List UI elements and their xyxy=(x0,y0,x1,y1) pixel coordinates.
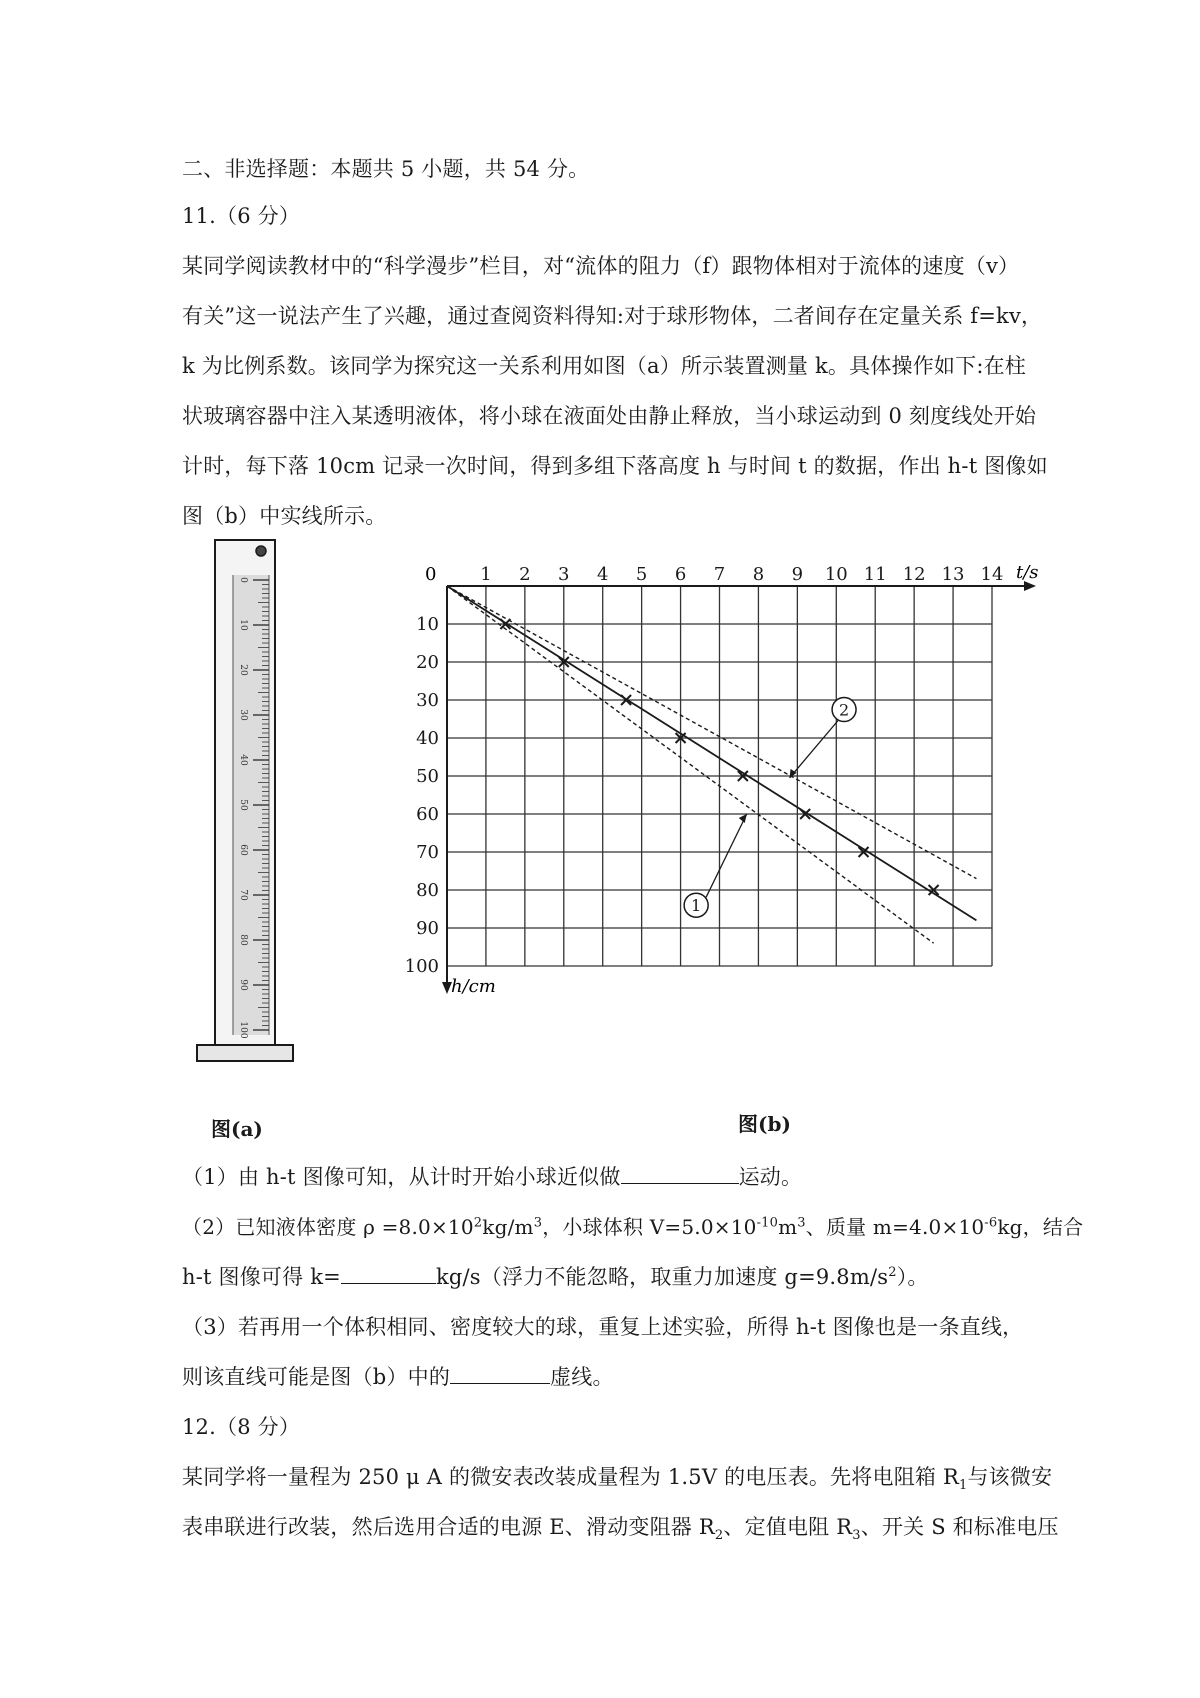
x-tick-label: 13 xyxy=(941,564,965,585)
y-tick-label: 70 xyxy=(416,842,439,863)
chart-axes xyxy=(442,581,1036,994)
x-tick-labels xyxy=(480,564,1003,585)
cylinder-scale-label: 30 xyxy=(238,709,248,721)
x-tick-label: 3 xyxy=(558,564,570,585)
q12-line1-sub-1: 1 xyxy=(959,1478,968,1494)
section-header: 二、非选择题：本题共 5 小题，共 54 分。 xyxy=(182,157,590,181)
q11-sub2-blank[interactable] xyxy=(341,1263,436,1284)
y-tick-label: 10 xyxy=(416,614,439,635)
chart-grid xyxy=(447,586,992,966)
q11-sub2-text-4: m xyxy=(778,1215,798,1239)
q11-sub2-line1 xyxy=(182,1213,1084,1241)
y-axis-label: h/cm xyxy=(451,976,496,997)
cylinder-scale-label: 50 xyxy=(238,799,248,811)
q11-sub2-line2 xyxy=(182,1263,1022,1291)
cylinder-scale-label: 10 xyxy=(238,619,248,631)
q11-sub2-line2-end: ）。 xyxy=(896,1265,929,1289)
q11-sub3-before: 则该直线可能是图（b）中的 xyxy=(182,1365,451,1389)
figure-a-caption: 图(a) xyxy=(211,1117,263,1141)
q12-line1-text-2: 与该微安 xyxy=(967,1465,1053,1489)
cylinder-scale-label: 60 xyxy=(238,844,248,856)
x-tick-label: 5 xyxy=(635,564,648,585)
y-tick-label: 30 xyxy=(416,690,439,711)
origin-label: 0 xyxy=(425,564,437,585)
q11-sub2-text-5: 、质量 m=4.0×10 xyxy=(805,1215,985,1239)
y-tick-label: 100 xyxy=(404,956,439,977)
q12-line1-text-1: 某同学将一量程为 250 μ A 的微安表改装成量程为 1.5V 的电压表。先将电阻箱 R xyxy=(182,1465,959,1489)
y-tick-label: 20 xyxy=(416,652,439,673)
chart-annotations xyxy=(684,698,856,918)
q11-sub2-line2-after: kg/s（浮力不能忽略，取重力加速度 g=9.8m/s xyxy=(435,1265,889,1289)
cylinder-scale-label: 0 xyxy=(238,577,248,583)
q11-number: 11.（6 分） xyxy=(182,204,301,228)
x-tick-label: 4 xyxy=(596,564,609,585)
x-tick-label: 1 xyxy=(480,564,492,585)
cylinder-scale-label: 80 xyxy=(238,934,248,946)
q11-sub1 xyxy=(182,1163,1022,1191)
q11-sub2-exp-5: -6 xyxy=(984,1215,998,1231)
q11-text-line-4: 状玻璃容器中注入某透明液体，将小球在液面处由静止释放，当小球运动到 0 刻度线处开始 xyxy=(182,404,1037,428)
arrow-1 xyxy=(706,814,747,897)
cylinder-scale-label: 40 xyxy=(238,754,248,766)
q11-sub3-after: 虚线。 xyxy=(550,1365,614,1389)
cylinder-scale-label: 20 xyxy=(238,664,248,676)
q11-sub1-after: 运动。 xyxy=(738,1165,803,1189)
figure-b-chart xyxy=(395,560,1070,1070)
line-label-1: 1 xyxy=(691,896,702,916)
x-tick-label: 14 xyxy=(980,564,1004,585)
q12-line-1 xyxy=(182,1463,1053,1494)
cylinder-base xyxy=(197,1045,293,1061)
q11-sub2-exp-4: 3 xyxy=(797,1215,806,1231)
q11-sub2-exp-3: -10 xyxy=(756,1215,779,1231)
q11-sub2-text-3: ，小球体积 V=5.0×10 xyxy=(542,1215,757,1239)
x-tick-label: 9 xyxy=(791,564,804,585)
q11-sub2-text-1: （2）已知液体密度 ρ =8.0×10 xyxy=(182,1215,474,1239)
x-tick-label: 8 xyxy=(752,564,765,585)
q12-line2-sub-2: 3 xyxy=(852,1528,861,1544)
q11-text-line-1: 某同学阅读教材中的“科学漫步”栏目，对“流体的阻力（f）跟物体相对于流体的速度（v） xyxy=(182,254,1020,278)
x-tick-label: 10 xyxy=(824,564,848,585)
x-tick-label: 6 xyxy=(674,564,687,585)
x-tick-label: 2 xyxy=(519,564,531,585)
q11-sub3-line2 xyxy=(182,1363,1022,1391)
q11-sub2-text-6: kg，结合 xyxy=(997,1215,1084,1239)
figure-b-caption: 图(b) xyxy=(738,1112,791,1136)
q11-sub3-blank[interactable] xyxy=(450,1363,550,1384)
q11-sub2-exp-2: 3 xyxy=(533,1215,543,1231)
solid-line xyxy=(447,586,976,920)
ball xyxy=(256,546,266,556)
y-tick-labels xyxy=(405,614,439,977)
q11-sub2-text-2: kg/m xyxy=(482,1215,534,1239)
q11-sub2-line2-before: h-t 图像可得 k= xyxy=(182,1265,341,1289)
cylinder-scale-label: 70 xyxy=(238,889,248,901)
x-axis-label: t/s xyxy=(1016,562,1039,583)
q11-text-line-2: 有关”这一说法产生了兴趣，通过查阅资料得知:对于球形物体，二者间存在定量关系 f=kv， xyxy=(182,304,1043,328)
y-tick-label: 60 xyxy=(416,804,439,825)
y-tick-label: 80 xyxy=(416,880,439,901)
x-tick-label: 7 xyxy=(713,564,726,585)
dashed-line-2 xyxy=(447,586,976,879)
q12-line2-text-1: 表串联进行改装，然后选用合适的电源 E、滑动变阻器 R xyxy=(182,1515,715,1539)
cylinder-scale-label: 90 xyxy=(238,979,248,991)
q11-sub2-exp-1: 2 xyxy=(473,1215,483,1231)
q11-sub1-blank[interactable] xyxy=(621,1163,739,1184)
q11-sub2-line2-exp: 2 xyxy=(888,1265,897,1280)
q12-line2-text-2: 、定值电阻 R xyxy=(723,1515,853,1539)
figure-a-cylinder xyxy=(185,535,305,1075)
q11-text-line-3: k 为比例系数。该同学为探究这一关系利用如图（a）所示装置测量 k。具体操作如下:在柱 xyxy=(182,354,1026,378)
x-tick-label: 11 xyxy=(863,564,887,585)
q11-sub1-before: （1）由 h-t 图像可知，从计时开始小球近似做 xyxy=(182,1165,621,1189)
q12-number: 12.（8 分） xyxy=(182,1415,301,1439)
q11-text-line-6: 图（b）中实线所示。 xyxy=(182,504,387,528)
q12-line-2 xyxy=(182,1513,1059,1544)
x-tick-label: 12 xyxy=(902,564,926,585)
q11-sub3-line1: （3）若再用一个体积相同、密度较大的球，重复上述实验，所得 h-t 图像也是一条直线， xyxy=(182,1315,1024,1339)
y-tick-label: 50 xyxy=(416,766,439,787)
cylinder-scale-label: 100 xyxy=(238,1021,248,1039)
line-label-2: 2 xyxy=(838,700,850,720)
q12-line2-sub-1: 2 xyxy=(714,1528,724,1544)
q12-line2-text-3: 、开关 S 和标准电压 xyxy=(860,1515,1059,1539)
y-tick-label: 90 xyxy=(416,918,439,939)
y-tick-label: 40 xyxy=(416,728,439,749)
q11-text-line-5: 计时，每下落 10cm 记录一次时间，得到多组下落高度 h 与时间 t 的数据，作出 h-t 图像如 xyxy=(182,454,1048,478)
